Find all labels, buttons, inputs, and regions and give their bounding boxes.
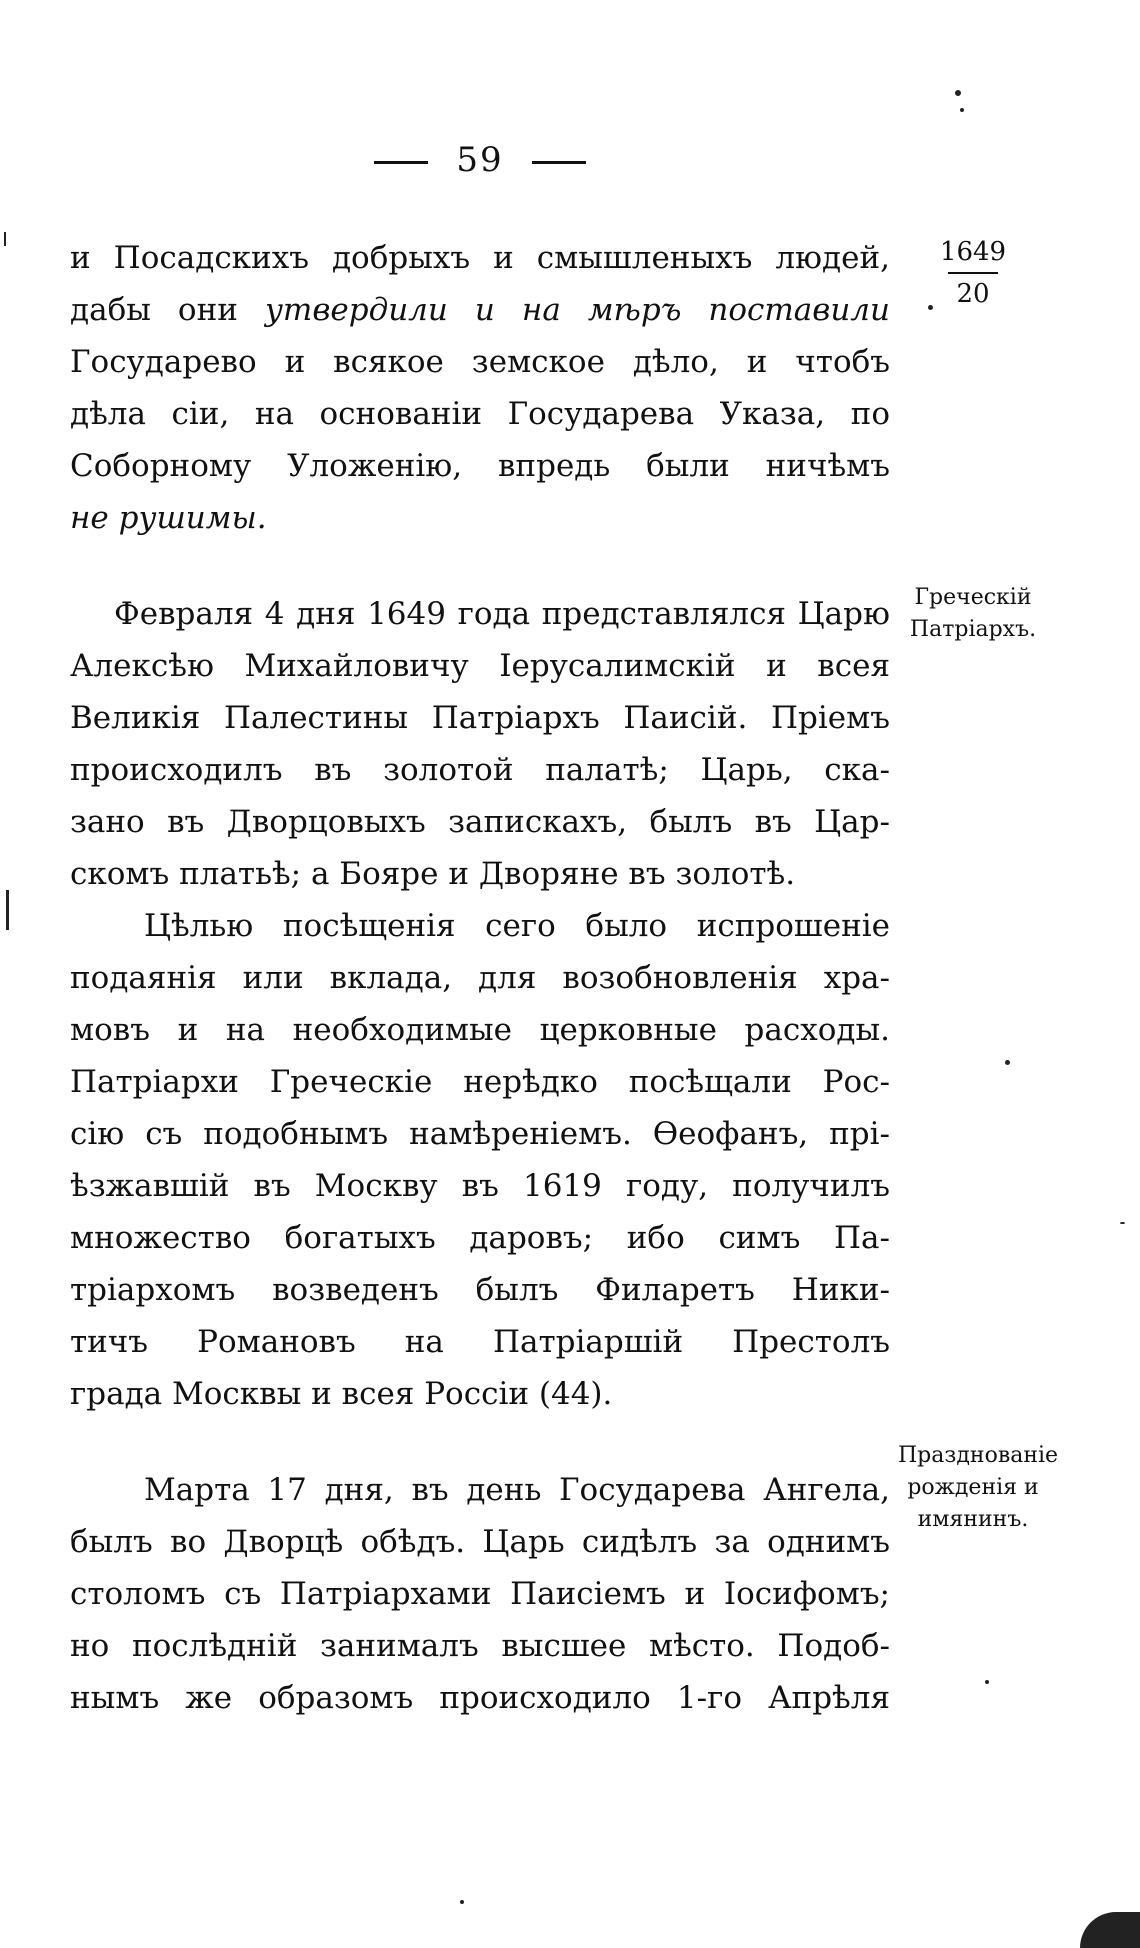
- text-line: [70, 900, 890, 952]
- italic-text: утвердили и на мѣръ поставили: [264, 292, 890, 328]
- text-line: множество богатыхъ даровъ; ибо симъ Па-: [70, 1220, 890, 1256]
- scan-speck: [460, 1900, 464, 1904]
- text-line: тріархомъ возведенъ былъ Филаретъ Ники-: [70, 1272, 890, 1308]
- margin-note-text: Празднованіе рожденія и имянинъ.: [898, 1443, 1059, 1532]
- paragraph-1: [70, 232, 890, 544]
- text-line: [70, 588, 890, 640]
- paragraph-4: [70, 1464, 890, 1724]
- margin-note-feast: [898, 1440, 1059, 1536]
- text-fragment: Февраля 4 дня 1649 года представлялся Царю: [114, 596, 890, 632]
- text-line: Алексѣю Михайловичу Іерусалимскій и всея: [70, 648, 890, 684]
- text-line: былъ во Дворцѣ обѣдъ. Царь сидѣлъ за однимъ: [70, 1524, 890, 1560]
- text-line: и Посадскихъ добрыхъ и смышленыхъ людей,: [70, 240, 890, 276]
- paragraph-3: [70, 900, 890, 1420]
- text-line: столомъ съ Патріархами Паисіемъ и Іосифомъ;: [70, 1576, 890, 1612]
- text-line: но послѣдній занималъ высшее мѣсто. Подоб-: [70, 1628, 890, 1664]
- text-line: тичъ Романовъ на Патріаршій Престолъ: [70, 1324, 890, 1360]
- text-line: [70, 284, 890, 336]
- scan-edge-mark: [1080, 1912, 1140, 1948]
- text-line: града Москвы и всея Россіи (44).: [70, 1376, 613, 1412]
- margin-note-text: Греческій Патріархъ.: [909, 585, 1037, 642]
- text-fragment: Цѣлью посѣщенія сего было испрошеніе: [144, 908, 890, 944]
- scan-speck: [1120, 1222, 1125, 1224]
- text-line: сію съ подобнымъ намѣреніемъ. Ѳеофанъ, прі-: [70, 1116, 890, 1152]
- italic-text: не рушимы.: [70, 500, 267, 536]
- scan-speck: [1005, 1060, 1010, 1065]
- text-fragment: дабы они: [70, 292, 265, 328]
- year-bottom: 20: [956, 279, 990, 309]
- text-line: Соборному Уложенію, впредь были ничѣмъ: [70, 448, 890, 484]
- text-line: [70, 492, 890, 544]
- paragraph-2: [70, 588, 890, 900]
- text-line: Патріархи Греческіе нерѣдко посѣщали Рос-: [70, 1064, 890, 1100]
- text-line: нымъ же образомъ происходило 1-го Апрѣля: [70, 1680, 890, 1716]
- text-line: происходилъ въ золотой палатѣ; Царь, ска-: [70, 752, 890, 788]
- scan-edge-mark: [6, 890, 9, 930]
- header-dash-right: [532, 161, 586, 164]
- page-number: 59: [456, 140, 504, 180]
- text-line: дѣла сіи, на основаніи Государева Указа, по: [70, 396, 890, 432]
- margin-note-year: [898, 236, 1048, 310]
- scan-edge-mark: [4, 232, 6, 246]
- text-line: мовъ и на необходимые церковные расходы.: [70, 1012, 890, 1048]
- text-line: Государево и всякое земское дѣло, и чтобъ: [70, 344, 890, 380]
- year-top: 1649: [939, 237, 1007, 267]
- main-text: [70, 232, 890, 1724]
- text-line: зано въ Дворцовыхъ запискахъ, былъ въ Цар-: [70, 804, 890, 840]
- fraction-rule: [948, 272, 998, 274]
- scan-speck: [928, 305, 933, 310]
- scan-speck: [955, 90, 961, 96]
- page-header: [0, 140, 960, 180]
- header-dash-left: [374, 161, 428, 164]
- text-line: подаянія или вклада, для возобновленія хра-: [70, 960, 890, 996]
- text-line: ѣзжавшій въ Москву въ 1619 году, получилъ: [70, 1168, 890, 1204]
- text-line: скомъ платьѣ; а Бояре и Дворяне въ золотѣ.: [70, 856, 796, 892]
- margin-note-patriarch: [898, 582, 1048, 646]
- scan-speck: [985, 1680, 989, 1684]
- text-fragment: Марта 17 дня, въ день Государева Ангела,: [144, 1472, 890, 1508]
- scan-speck: [960, 108, 964, 112]
- text-line: [70, 1464, 890, 1516]
- text-line: Великія Палестины Патріархъ Паисій. Пріемъ: [70, 700, 890, 736]
